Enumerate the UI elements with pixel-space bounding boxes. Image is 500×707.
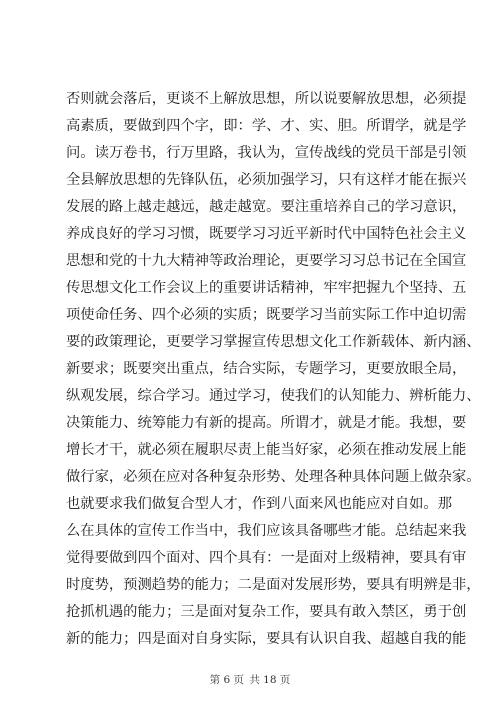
- text-line: 抢抓机遇的能力；三是面对复杂工作，要具有敢入禁区，勇于创: [66, 604, 467, 620]
- text-line: 问。读万卷书，行万里路，我认为，宣传战线的党员干部是引领: [66, 145, 467, 161]
- body-text: [66, 86, 481, 653]
- text-line: 发展的路上越走越远，越走越宽。要注重培养自己的学习意识，: [66, 199, 467, 215]
- text-line: 做行家，必须在应对各种复杂形势、处理各种具体问题上做杂家。: [66, 469, 481, 485]
- text-line: 觉得要做到四个面对、四个具有：一是面对上级精神，要具有审: [66, 550, 467, 566]
- text-line: 增长才干，就必须在履职尽责上能当好家，必须在推动发展上能: [66, 442, 467, 458]
- text-line: 时度势，预测趋势的能力；二是面对发展形势，要具有明辨是非，: [66, 577, 481, 593]
- text-line: 新要求；既要突出重点，结合实际，专题学习，更要放眼全局，: [66, 361, 467, 377]
- text-line: 纵观发展，综合学习。通过学习，使我们的认知能力、辨析能力、: [66, 388, 481, 404]
- text-line: 全县解放思想的先锋队伍，必须加强学习，只有这样才能在振兴: [66, 172, 467, 188]
- text-line: 决策能力、统筹能力有新的提高。所谓才，就是才能。我想，要: [66, 415, 467, 431]
- text-line: 项使命任务、四个必须的实质；既要学习当前实际工作中迫切需: [66, 307, 467, 323]
- page-total: 共 18 页: [249, 674, 291, 686]
- text-line: 么在具体的宣传工作当中，我们应该具备哪些才能。总结起来我: [66, 523, 467, 539]
- text-line: 高素质，要做到四个字，即：学、才、实、胆。所谓学，就是学: [66, 118, 467, 134]
- text-line: 否则就会落后，更谈不上解放思想，所以说要解放思想，必须提: [66, 91, 467, 107]
- text-line: 思想和党的十九大精神等政治理论，更要学习习总书记在全国宣: [66, 253, 467, 269]
- text-line: 要的政策理论，更要学习掌握宣传思想文化工作新载体、新内涵、: [66, 334, 481, 350]
- text-line: 新的能力；四是面对自身实际，要具有认识自我、超越自我的能: [66, 631, 467, 647]
- page-number: 第 6 页: [209, 674, 244, 686]
- text-line: 传思想文化工作会议上的重要讲话精神，牢牢把握九个坚持、五: [66, 280, 467, 296]
- page-footer: [0, 673, 500, 687]
- text-line: 也就要求我们做复合型人才，作到八面来风也能应对自如。那: [66, 496, 453, 512]
- text-line: 养成良好的学习习惯，既要学习习近平新时代中国特色社会主义: [66, 226, 467, 242]
